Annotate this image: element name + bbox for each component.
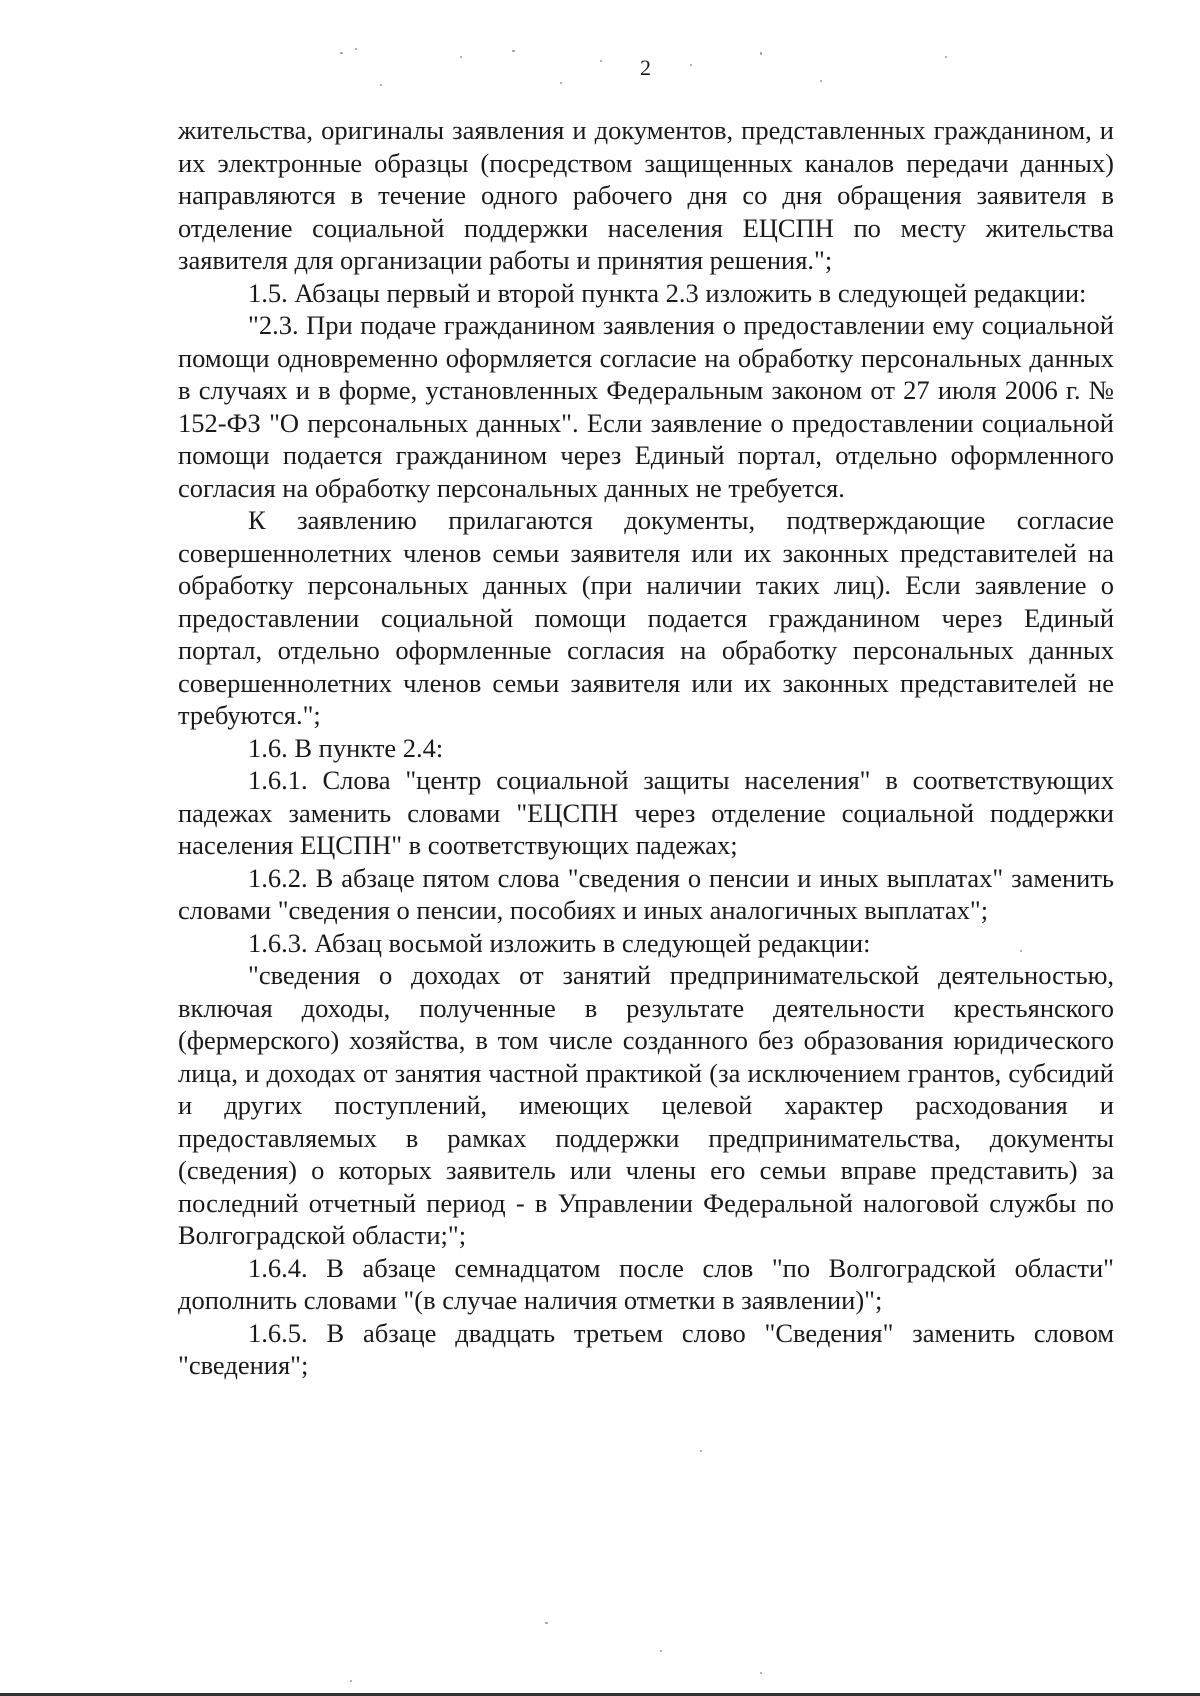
scan-speck <box>760 1672 762 1674</box>
scan-speck <box>660 1650 662 1652</box>
document-body <box>178 114 1114 1382</box>
scan-speck <box>700 1450 702 1452</box>
scan-speck <box>945 56 947 58</box>
paragraph: 1.6.1. Слова "центр социальной защиты населения" в соответствующих падежах заменить словами "ЕЦСПН через отделение социальной поддержки населения ЕЦСПН" в соответствующих падежах; <box>178 765 1114 860</box>
scan-speck <box>380 84 382 86</box>
scan-speck <box>545 1622 548 1624</box>
scan-speck <box>760 52 762 55</box>
scan-speck <box>690 64 692 66</box>
paragraph: "2.3. При подаче гражданином заявления о предоставлении ему социальной помощи одновременно оформляется согласие на обработку персональных данных в случаях и в форме, установленных Федеральным законом от 27 июля 2006 г. № 152-ФЗ "О персональных данных". Если заявление о предоставлении социальной помощи подается гражданином через Единый портал, отдельно оформленного согласия на обработку персональных данных не требуется. <box>178 310 1114 503</box>
paragraph: 1.6.2. В абзаце пятом слова "сведения о пенсии и иных выплатах" заменить словами "сведения о пенсии, пособиях и иных аналогичных выплатах"; <box>178 862 1114 925</box>
scan-speck <box>460 56 462 58</box>
scan-speck <box>355 48 357 50</box>
paragraph: 1.6.3. Абзац восьмой изложить в следующей редакции: <box>248 927 871 958</box>
paragraph: 1.6.5. В абзаце двадцать третьем слово "Сведения" заменить словом "сведения"; <box>178 1317 1114 1380</box>
scan-speck <box>512 50 515 52</box>
scan-speck <box>560 82 562 84</box>
scan-speck <box>350 1680 352 1682</box>
scan-speck <box>820 80 822 82</box>
paragraph: 1.6.4. В абзаце семнадцатом после слов "по Волгоградской области" дополнить словами "(в случае наличия отметки в заявлении)"; <box>178 1252 1114 1315</box>
scan-speck <box>600 60 602 62</box>
paragraph: "сведения о доходах от занятий предпринимательской деятельностью, включая доходы, полученные в результате деятельности крестьянского (фермерского) хозяйства, в том числе созданного без образования юридического лица, и доходах от занятия частной практикой (за исключением грантов, субсидий и других поступлений, имеющих целевой характер расходования и предоставляемых в рамках поддержки предпринимательства, документы (сведения) о которых заявитель или члены его семьи вправе представить) за последний отчетный период - в Управлении Федеральной налоговой службы по Волгоградской области;"; <box>178 960 1114 1250</box>
paragraph: 1.6. В пункте 2.4: <box>248 732 444 763</box>
scan-speck <box>340 52 343 54</box>
paragraph: 1.5. Абзацы первый и второй пункта 2.3 изложить в следующей редакции: <box>248 277 1087 308</box>
page-number: 2 <box>640 55 651 80</box>
paragraph: жительства, оригиналы заявления и документов, представленных гражданином, и их электронные образцы (посредством защищенных каналов передачи данных) направляются в течение одного рабочего дня со дня обращения заявителя в отделение социальной поддержки населения ЕЦСПН по месту жительства заявителя для организации работы и принятия решения."; <box>178 115 1114 275</box>
paragraph: К заявлению прилагаются документы, подтверждающие согласие совершеннолетних членов семьи заявителя или их законных представителей на обработку персональных данных (при наличии таких лиц). Если заявление о предоставлении социальной помощи подается гражданином через Единый портал, отдельно оформленные согласия на обработку персональных данных совершеннолетних членов семьи заявителя или их законных представителей не требуются."; <box>178 505 1114 730</box>
